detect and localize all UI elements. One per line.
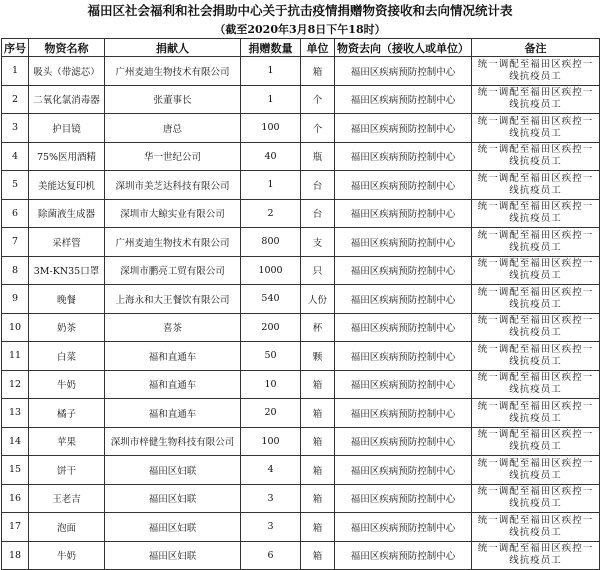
column-header-no: 序号: [2, 39, 29, 57]
cell-unit: 箱: [301, 57, 335, 86]
table-row: [2, 484, 600, 513]
cell-donor: 福田区妇联: [105, 513, 241, 542]
cell-number: 8: [2, 256, 29, 285]
table-row: [2, 256, 600, 285]
cell-note: 统一调配至福田区疾控一线抗疫员工: [472, 171, 600, 200]
cell-unit: 颗: [301, 342, 335, 371]
cell-note: 统一调配至福田区疾控一线抗疫员工: [472, 342, 600, 371]
cell-quantity: 6: [241, 541, 301, 570]
cell-number: 9: [2, 285, 29, 314]
cell-donor: 福和直通车: [105, 370, 241, 399]
table-row: [2, 399, 600, 428]
table-row: [2, 57, 600, 86]
cell-item-name: 护目镜: [29, 114, 105, 143]
cell-item-name: 牛奶: [29, 370, 105, 399]
cell-note: 统一调配至福田区疾控一线抗疫员工: [472, 399, 600, 428]
cell-quantity: 1: [241, 57, 301, 86]
cell-unit: 台: [301, 171, 335, 200]
cell-quantity: 540: [241, 285, 301, 314]
cell-item-name: 吸头（带滤芯）: [29, 57, 105, 86]
cell-number: 17: [2, 513, 29, 542]
cell-item-name: 晚餐: [29, 285, 105, 314]
cell-unit: 支: [301, 228, 335, 257]
document-title: 福田区社会福利和社会捐助中心关于抗击疫情捐赠物资接收和去向情况统计表: [87, 3, 513, 18]
table-header-row: [2, 39, 600, 57]
cell-unit: 箱: [301, 541, 335, 570]
cell-number: 12: [2, 370, 29, 399]
cell-number: 5: [2, 171, 29, 200]
cell-note: 统一调配至福田区疾控一线抗疫员工: [472, 427, 600, 456]
cell-donor: 福田区妇联: [105, 456, 241, 485]
cell-quantity: 20: [241, 399, 301, 428]
cell-note: 统一调配至福田区疾控一线抗疫员工: [472, 256, 600, 285]
cell-item-name: 3M-KN35口罩: [29, 256, 105, 285]
column-header-quantity: 捐赠数量: [241, 39, 301, 57]
table-row: [2, 285, 600, 314]
table-row: [2, 456, 600, 485]
cell-donor: 广州麦迪生物技术有限公司: [105, 228, 241, 257]
cell-quantity: 3: [241, 513, 301, 542]
cell-note: 统一调配至福田区疾控一线抗疫员工: [472, 114, 600, 143]
cell-number: 18: [2, 541, 29, 570]
cell-destination: 福田区疾病预防控制中心: [335, 342, 472, 371]
document-subtitle: （截至2020年3月8日下午18时）: [214, 23, 386, 36]
cell-donor: 唐总: [105, 114, 241, 143]
table-row: [2, 199, 600, 228]
column-header-destination: 物资去向（接收人或单位）: [335, 39, 472, 57]
cell-number: 6: [2, 199, 29, 228]
cell-quantity: 2: [241, 199, 301, 228]
cell-item-name: 牛奶: [29, 541, 105, 570]
cell-number: 15: [2, 456, 29, 485]
cell-quantity: 100: [241, 114, 301, 143]
column-header-unit: 单位: [301, 39, 335, 57]
cell-item-name: 奶茶: [29, 313, 105, 342]
cell-donor: 喜茶: [105, 313, 241, 342]
cell-item-name: 橘子: [29, 399, 105, 428]
cell-item-name: 白菜: [29, 342, 105, 371]
table-row: [2, 142, 600, 171]
cell-number: 4: [2, 142, 29, 171]
cell-note: 统一调配至福田区疾控一线抗疫员工: [472, 57, 600, 86]
cell-unit: 箱: [301, 456, 335, 485]
donation-table: [1, 38, 600, 570]
cell-quantity: 4: [241, 456, 301, 485]
table-row: [2, 313, 600, 342]
cell-item-name: 除菌液生成器: [29, 199, 105, 228]
cell-number: 13: [2, 399, 29, 428]
cell-destination: 福田区疾病预防控制中心: [335, 228, 472, 257]
column-header-donor: 捐献人: [105, 39, 241, 57]
cell-number: 7: [2, 228, 29, 257]
cell-quantity: 100: [241, 427, 301, 456]
cell-note: 统一调配至福田区疾控一线抗疫员工: [472, 285, 600, 314]
cell-quantity: 10: [241, 370, 301, 399]
cell-donor: 福田区妇联: [105, 541, 241, 570]
cell-destination: 福田区疾病预防控制中心: [335, 57, 472, 86]
cell-number: 14: [2, 427, 29, 456]
cell-donor: 华一世纪公司: [105, 142, 241, 171]
cell-destination: 福田区疾病预防控制中心: [335, 285, 472, 314]
cell-donor: 深圳市鹏亮工贸有限公司: [105, 256, 241, 285]
cell-quantity: 50: [241, 342, 301, 371]
cell-destination: 福田区疾病预防控制中心: [335, 85, 472, 114]
table-row: [2, 85, 600, 114]
cell-unit: 箱: [301, 427, 335, 456]
cell-item-name: 饼干: [29, 456, 105, 485]
cell-unit: 箱: [301, 399, 335, 428]
cell-quantity: 1: [241, 85, 301, 114]
cell-item-name: 采样管: [29, 228, 105, 257]
cell-destination: 福田区疾病预防控制中心: [335, 513, 472, 542]
cell-destination: 福田区疾病预防控制中心: [335, 313, 472, 342]
cell-unit: 箱: [301, 513, 335, 542]
cell-unit: 个: [301, 85, 335, 114]
cell-destination: 福田区疾病预防控制中心: [335, 142, 472, 171]
table-row: [2, 114, 600, 143]
cell-donor: 福田区妇联: [105, 484, 241, 513]
cell-note: 统一调配至福田区疾控一线抗疫员工: [472, 313, 600, 342]
cell-donor: 张董事长: [105, 85, 241, 114]
table-body: [2, 57, 600, 570]
cell-donor: 广州麦迪生物技术有限公司: [105, 57, 241, 86]
cell-number: 1: [2, 57, 29, 86]
column-header-item: 物资名称: [29, 39, 105, 57]
cell-unit: 人份: [301, 285, 335, 314]
cell-note: 统一调配至福田区疾控一线抗疫员工: [472, 142, 600, 171]
cell-destination: 福田区疾病预防控制中心: [335, 171, 472, 200]
cell-note: 统一调配至福田区疾控一线抗疫员工: [472, 85, 600, 114]
cell-quantity: 1000: [241, 256, 301, 285]
cell-unit: 只: [301, 256, 335, 285]
table-row: [2, 370, 600, 399]
table-row: [2, 427, 600, 456]
cell-donor: 深圳市梓健生物科技有限公司: [105, 427, 241, 456]
cell-number: 10: [2, 313, 29, 342]
cell-donor: 福和直通车: [105, 342, 241, 371]
cell-quantity: 40: [241, 142, 301, 171]
table-row: [2, 342, 600, 371]
table-row: [2, 513, 600, 542]
cell-item-name: 王老吉: [29, 484, 105, 513]
cell-destination: 福田区疾病预防控制中心: [335, 427, 472, 456]
cell-note: 统一调配至福田区疾控一线抗疫员工: [472, 541, 600, 570]
cell-unit: 箱: [301, 370, 335, 399]
table-row: [2, 171, 600, 200]
cell-item-name: 75%医用酒精: [29, 142, 105, 171]
cell-unit: 瓶: [301, 142, 335, 171]
cell-destination: 福田区疾病预防控制中心: [335, 456, 472, 485]
cell-destination: 福田区疾病预防控制中心: [335, 199, 472, 228]
cell-destination: 福田区疾病预防控制中心: [335, 114, 472, 143]
cell-quantity: 1: [241, 171, 301, 200]
cell-donor: 福和直通车: [105, 399, 241, 428]
cell-item-name: 泡面: [29, 513, 105, 542]
cell-note: 统一调配至福田区疾控一线抗疫员工: [472, 513, 600, 542]
cell-number: 16: [2, 484, 29, 513]
cell-note: 统一调配至福田区疾控一线抗疫员工: [472, 484, 600, 513]
cell-destination: 福田区疾病预防控制中心: [335, 399, 472, 428]
cell-quantity: 800: [241, 228, 301, 257]
cell-item-name: 二氧化氯消毒器: [29, 85, 105, 114]
cell-destination: 福田区疾病预防控制中心: [335, 256, 472, 285]
cell-quantity: 3: [241, 484, 301, 513]
cell-donor: 深圳市大鲸实业有限公司: [105, 199, 241, 228]
table-row: [2, 228, 600, 257]
cell-note: 统一调配至福田区疾控一线抗疫员工: [472, 199, 600, 228]
cell-donor: 上海永和大王餐饮有限公司: [105, 285, 241, 314]
cell-unit: 个: [301, 114, 335, 143]
cell-item-name: 美能达复印机: [29, 171, 105, 200]
cell-number: 11: [2, 342, 29, 371]
cell-number: 3: [2, 114, 29, 143]
cell-donor: 深圳市美芝达科技有限公司: [105, 171, 241, 200]
cell-number: 2: [2, 85, 29, 114]
cell-unit: 杯: [301, 313, 335, 342]
cell-destination: 福田区疾病预防控制中心: [335, 541, 472, 570]
cell-item-name: 苹果: [29, 427, 105, 456]
cell-destination: 福田区疾病预防控制中心: [335, 484, 472, 513]
cell-quantity: 200: [241, 313, 301, 342]
cell-unit: 台: [301, 199, 335, 228]
cell-destination: 福田区疾病预防控制中心: [335, 370, 472, 399]
cell-note: 统一调配至福田区疾控一线抗疫员工: [472, 456, 600, 485]
table-row: [2, 541, 600, 570]
column-header-note: 备注: [472, 39, 600, 57]
cell-note: 统一调配至福田区疾控一线抗疫员工: [472, 228, 600, 257]
cell-note: 统一调配至福田区疾控一线抗疫员工: [472, 370, 600, 399]
cell-unit: 箱: [301, 484, 335, 513]
